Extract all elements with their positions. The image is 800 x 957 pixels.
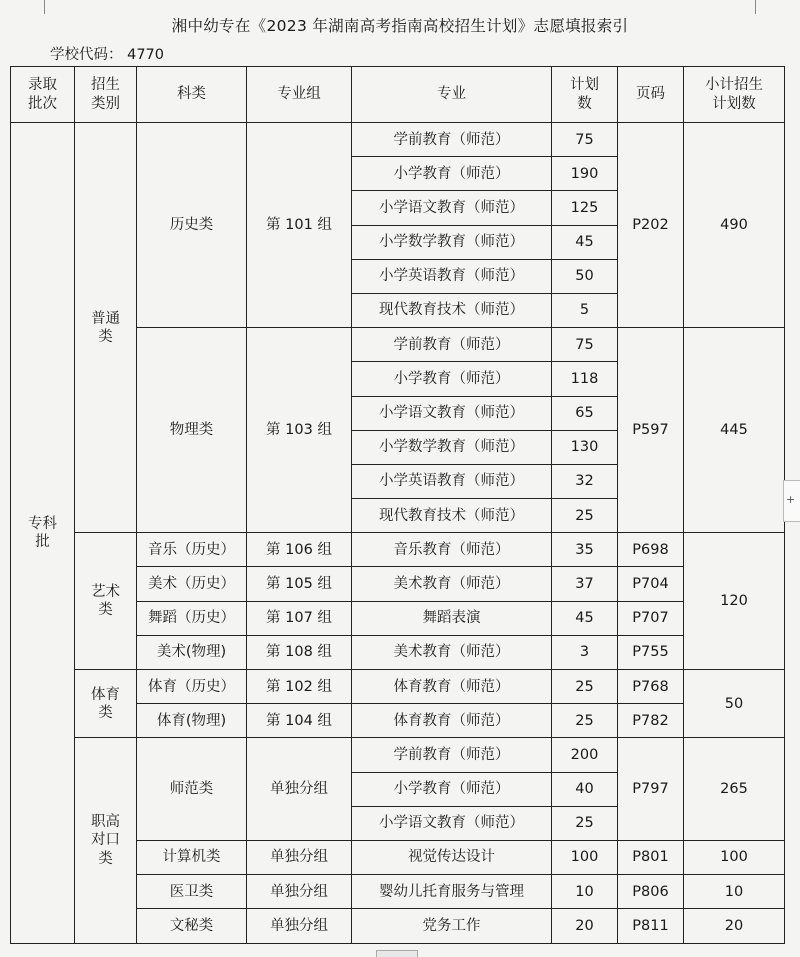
- plan-cell: 75: [552, 328, 618, 362]
- major-cell: 现代教育技术（师范）: [352, 293, 552, 327]
- plan-cell: 75: [552, 123, 618, 157]
- plan-cell: 190: [552, 157, 618, 191]
- subject-cell: 舞蹈（历史）: [137, 601, 247, 635]
- subject-cell: 美术(物理): [137, 635, 247, 669]
- subject-cell: 医卫类: [137, 875, 247, 909]
- subtotal-cell: 50: [684, 670, 785, 738]
- group-cell: 第 101 组: [247, 123, 352, 328]
- plus-icon: +: [786, 493, 796, 506]
- group-cell: 第 107 组: [247, 601, 352, 635]
- page-margin-mark-right: [755, 0, 756, 14]
- subject-cell: 美术（历史）: [137, 567, 247, 601]
- group-cell: 第 105 组: [247, 567, 352, 601]
- subtotal-cell: 20: [684, 909, 785, 943]
- page-cell: P755: [618, 635, 684, 669]
- plan-cell: 25: [552, 670, 618, 704]
- page-margin-mark-left: [44, 0, 45, 14]
- major-cell: 体育教育（师范）: [352, 670, 552, 704]
- major-cell: 小学语文教育（师范）: [352, 806, 552, 840]
- plan-cell: 40: [552, 772, 618, 806]
- major-cell: 小学数学教育（师范）: [352, 430, 552, 464]
- plan-cell: 25: [552, 499, 618, 533]
- page-cell: P782: [618, 704, 684, 738]
- major-cell: 小学英语教育（师范）: [352, 464, 552, 498]
- table-row: [11, 670, 785, 704]
- plan-cell: 100: [552, 840, 618, 874]
- header-major: 专业: [352, 67, 552, 123]
- header-page: 页码: [618, 67, 684, 123]
- table-row: [11, 533, 785, 567]
- major-cell: 学前教育（师范）: [352, 328, 552, 362]
- major-cell: 婴幼儿托育服务与管理: [352, 875, 552, 909]
- subject-cell: 历史类: [137, 123, 247, 328]
- group-cell: 单独分组: [247, 875, 352, 909]
- plan-cell: 10: [552, 875, 618, 909]
- major-cell: 小学教育（师范）: [352, 157, 552, 191]
- group-cell: 第 108 组: [247, 635, 352, 669]
- plan-cell: 5: [552, 293, 618, 327]
- header-row: [11, 67, 785, 123]
- plan-cell: 25: [552, 704, 618, 738]
- plan-cell: 45: [552, 601, 618, 635]
- group-cell: 单独分组: [247, 840, 352, 874]
- major-cell: 小学教育（师范）: [352, 772, 552, 806]
- plan-cell: 130: [552, 430, 618, 464]
- subtotal-cell: 100: [684, 840, 785, 874]
- group-cell: 第 102 组: [247, 670, 352, 704]
- major-cell: 体育教育（师范）: [352, 704, 552, 738]
- batch-cell: 专科 批: [11, 123, 75, 944]
- table-row: [11, 123, 785, 157]
- document-title: 湘中幼专在《2023 年湖南高考指南高校招生计划》志愿填报索引: [171, 17, 629, 35]
- major-cell: 小学语文教育（师范）: [352, 191, 552, 225]
- page-cell: P768: [618, 670, 684, 704]
- category-art: 艺术 类: [75, 533, 137, 670]
- major-cell: 音乐教育（师范）: [352, 533, 552, 567]
- plan-cell: 32: [552, 464, 618, 498]
- major-cell: 美术教育（师范）: [352, 635, 552, 669]
- major-cell: 美术教育（师范）: [352, 567, 552, 601]
- plan-cell: 125: [552, 191, 618, 225]
- category-vocational: 职高 对口 类: [75, 738, 137, 943]
- subject-cell: 音乐（历史）: [137, 533, 247, 567]
- page-cell: P704: [618, 567, 684, 601]
- plan-cell: 200: [552, 738, 618, 772]
- major-cell: 舞蹈表演: [352, 601, 552, 635]
- subject-cell: 师范类: [137, 738, 247, 841]
- page-cell: P202: [618, 123, 684, 328]
- header-batch: 录取 批次: [11, 67, 75, 123]
- page-cell: P597: [618, 328, 684, 533]
- plan-cell: 20: [552, 909, 618, 943]
- group-cell: 第 106 组: [247, 533, 352, 567]
- page-cell: P707: [618, 601, 684, 635]
- major-cell: 小学英语教育（师范）: [352, 259, 552, 293]
- header-subtotal: 小计招生 计划数: [684, 67, 785, 123]
- major-cell: 现代教育技术（师范）: [352, 499, 552, 533]
- page-cell: P806: [618, 875, 684, 909]
- subtotal-cell: 120: [684, 533, 785, 670]
- major-cell: 党务工作: [352, 909, 552, 943]
- major-cell: 小学语文教育（师范）: [352, 396, 552, 430]
- plan-cell: 45: [552, 225, 618, 259]
- admission-plan-table-wrapper: [10, 66, 784, 944]
- page-cell: P811: [618, 909, 684, 943]
- subject-cell: 文秘类: [137, 909, 247, 943]
- header-group: 专业组: [247, 67, 352, 123]
- subject-cell: 物理类: [137, 328, 247, 533]
- plan-cell: 3: [552, 635, 618, 669]
- header-category: 招生 类别: [75, 67, 137, 123]
- side-scroll-button[interactable]: [783, 480, 800, 522]
- table-row: [11, 738, 785, 772]
- page-cell: P801: [618, 840, 684, 874]
- header-plan: 计划 数: [552, 67, 618, 123]
- category-general: 普通 类: [75, 123, 137, 533]
- header-subject: 科类: [137, 67, 247, 123]
- admission-plan-table: [10, 66, 785, 944]
- group-cell: 单独分组: [247, 738, 352, 841]
- major-cell: 小学教育（师范）: [352, 362, 552, 396]
- plan-cell: 25: [552, 806, 618, 840]
- subject-cell: 体育（历史）: [137, 670, 247, 704]
- group-cell: 第 103 组: [247, 328, 352, 533]
- subtotal-cell: 265: [684, 738, 785, 841]
- subject-cell: 计算机类: [137, 840, 247, 874]
- subtotal-cell: 445: [684, 328, 785, 533]
- subtotal-cell: 490: [684, 123, 785, 328]
- school-code: 学校代码： 4770: [50, 47, 165, 63]
- category-sports: 体育 类: [75, 670, 137, 738]
- plan-cell: 50: [552, 259, 618, 293]
- plan-cell: 118: [552, 362, 618, 396]
- subject-cell: 体育(物理): [137, 704, 247, 738]
- major-cell: 学前教育（师范）: [352, 123, 552, 157]
- plan-cell: 65: [552, 396, 618, 430]
- page-cell: P698: [618, 533, 684, 567]
- plan-cell: 37: [552, 567, 618, 601]
- page-cell: P797: [618, 738, 684, 841]
- major-cell: 小学数学教育（师范）: [352, 225, 552, 259]
- plan-cell: 35: [552, 533, 618, 567]
- major-cell: 学前教育（师范）: [352, 738, 552, 772]
- group-cell: 单独分组: [247, 909, 352, 943]
- group-cell: 第 104 组: [247, 704, 352, 738]
- subtotal-cell: 10: [684, 875, 785, 909]
- major-cell: 视觉传达设计: [352, 840, 552, 874]
